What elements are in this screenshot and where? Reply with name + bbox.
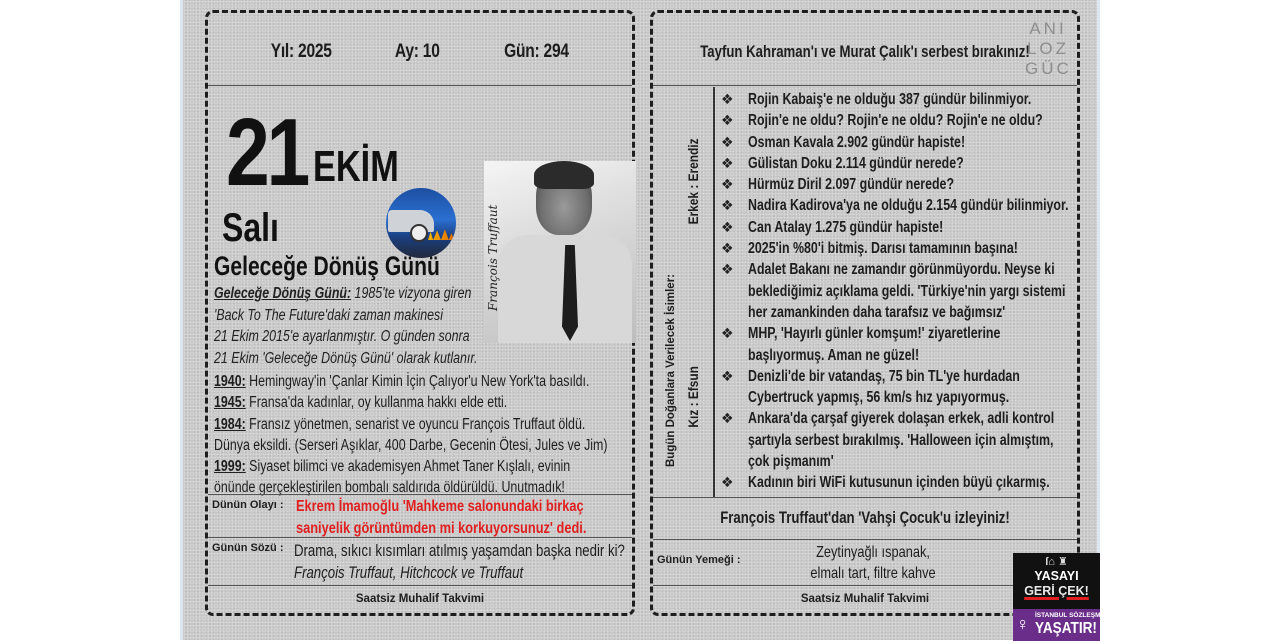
- month-name: EKİM: [313, 142, 399, 191]
- divider: [653, 539, 1077, 540]
- calendar-footer: Saatsiz Muhalif Takvimi: [355, 593, 485, 605]
- meal-of-day-label: Günün Yemeği :: [657, 554, 741, 566]
- diamond-bullet-icon: ❖: [721, 261, 734, 278]
- event-item-continuation: önünde gerçekleştirilen bombalı saldırıda öldürüldü. Unutmadık!: [214, 479, 565, 497]
- news-list: [721, 89, 1077, 494]
- diamond-bullet-icon: ❖: [721, 133, 734, 150]
- news-item: ❖ Adalet Bakanı ne zamandır görünmüyordu. Neyse ki beklediğimiz açıklama geldi. 'Türkiye'nin yargı sistemi her zamankinden daha tarafsız ve bağımsız': [721, 261, 1066, 321]
- diamond-bullet-icon: ❖: [721, 91, 734, 107]
- diamond-bullet-icon: ❖: [721, 176, 734, 193]
- vertical-divider: [713, 87, 715, 497]
- right-calendar-card: [650, 10, 1080, 616]
- divider: [653, 85, 1077, 86]
- event-item: 1945: Fransa'da kadınlar, oy kullanma hakkı elde etti.: [214, 394, 508, 412]
- divider: [653, 497, 1077, 498]
- divider: [208, 585, 632, 586]
- diamond-bullet-icon: ❖: [721, 474, 734, 491]
- special-day-title: Geleceğe Dönüş Günü: [214, 251, 440, 281]
- month-number-label: Ay: 10: [395, 41, 441, 62]
- year-label: Yıl: 2025: [270, 41, 332, 62]
- special-day-description: Geleceğe Dönüş Günü: 1985'te vizyona giren 'Back To The Future'daki zaman makinesi 21 Ekim 2015'e ayarlanmıştır. O günden sonra 21 Ekim 'Geleceğe Dönüş Günü' olarak kutlanır.: [214, 285, 478, 367]
- calendar-footer: Saatsiz Muhalif Takvimi: [800, 593, 930, 605]
- description-keyword: Geleceğe Dönüş Günü:: [214, 285, 352, 302]
- cats-silhouette-icon: ſ⌂ ♜: [1045, 556, 1068, 568]
- headline: Tayfun Kahraman'ı ve Murat Çalık'ı serbest bırakınız!: [700, 43, 1030, 61]
- truffaut-portrait-photo: [484, 161, 636, 343]
- diamond-bullet-icon: ❖: [721, 112, 734, 129]
- female-name: Kız : Efsun: [685, 366, 701, 428]
- weekday: Salı: [222, 206, 279, 250]
- quote-of-day-label: Günün Sözü :: [212, 542, 284, 554]
- quote-text: Drama, sıkıcı kısımları atılmış yaşamdan başka nedir ki?: [294, 542, 625, 560]
- diamond-bullet-icon: ❖: [721, 240, 734, 257]
- campaign-badge: [1013, 553, 1111, 641]
- divider: [208, 494, 632, 495]
- day-number: 21: [226, 99, 308, 206]
- news-item: ❖ Rojin'e ne oldu? Rojin'e ne oldu? Rojin'e ne oldu?: [721, 110, 1077, 131]
- event-item: 1999: Siyaset bilimci ve akademisyen Ahmet Taner Kışlalı, evinin: [214, 458, 571, 476]
- istanbul-convention-banner: ♀ İSTANBUL SÖZLEŞMESİ YAŞATIR!: [1013, 609, 1100, 641]
- diamond-bullet-icon: ❖: [721, 410, 734, 427]
- delorean-time-machine-icon: [386, 188, 456, 258]
- diamond-bullet-icon: ❖: [721, 325, 734, 342]
- news-item: ❖ Osman Kavala 2.902 gündür hapiste!: [721, 132, 1077, 153]
- news-item: ❖ Can Atalay 1.275 gündür hapiste!: [721, 217, 1077, 238]
- male-name: Erkek : Erendiz: [685, 138, 701, 225]
- quote-of-day-text: [294, 540, 708, 584]
- photo-caption: François Truffaut: [486, 204, 500, 311]
- news-item: ❖ MHP, 'Hayırlı günler komşum!' ziyaretlerine başlıyormuş. Aman ne güzel!: [721, 325, 1001, 364]
- divider: [208, 85, 632, 86]
- diamond-bullet-icon: ❖: [721, 197, 734, 214]
- diamond-bullet-icon: ❖: [721, 218, 734, 235]
- news-item: ❖ 2025'in %80'i bitmiş. Darısı tamamının başına!: [721, 238, 1077, 259]
- withdraw-law-banner: ſ⌂ ♜ YASAYI GERİ ÇEK!: [1013, 553, 1100, 609]
- baby-names-panel: [653, 87, 711, 497]
- event-item-continuation: Dünya eksildi. (Serseri Aşıklar, 400 Darbe, Gecenin Ötesi, Jules ve Jim): [214, 436, 608, 454]
- news-item: ❖ Hürmüz Diril 2.097 gündür nerede?: [721, 174, 1077, 195]
- event-item: 1984: Fransız yönetmen, senarist ve oyuncu François Truffaut öldü.: [214, 415, 586, 433]
- brand-logo: ANI LOZ GÜC: [1025, 19, 1072, 78]
- quote-author: François Truffaut, Hitchcock ve Truffaut: [294, 564, 524, 582]
- event-of-day-label: Dünün Olayı :: [212, 499, 284, 511]
- date-header: [208, 41, 632, 63]
- baby-names-title: Bugün Doğanlara Verilecek İsimler:: [665, 273, 677, 467]
- historical-events-list: [214, 371, 634, 499]
- left-calendar-card: [205, 10, 635, 616]
- news-item: ❖ Denizli'de bir vatandaş, 75 bin TL'ye hurdadan Cybertruck yapmış, 56 km/s hız yapıyormuş.: [721, 367, 1020, 407]
- day-of-year-label: Gün: 294: [504, 41, 569, 62]
- film-recommendation: François Truffaut'dan 'Vahşi Çocuk'u izleyiniz!: [720, 509, 1010, 527]
- news-item: ❖ Gülistan Doku 2.114 gündür nerede?: [721, 153, 1077, 174]
- calendar-sheet: [180, 0, 1111, 640]
- news-item: ❖ Kadının biri WiFi kutusunun içinden büyü çıkarmış.: [721, 472, 1077, 493]
- meal-of-day-text: Zeytinyağlı ıspanak, elmalı tart, filtre kahve: [810, 544, 936, 582]
- diamond-bullet-icon: ❖: [721, 154, 734, 171]
- news-item: ❖ Ankara'da çarşaf giyerek dolaşan erkek, adli kontrol şartıyla serbest bırakılmış. 'Halloween için almıştım, çok pişmanım': [721, 410, 1055, 471]
- diamond-bullet-icon: ❖: [721, 367, 734, 384]
- news-item: ❖ Nadira Kadirova'ya ne olduğu 2.154 gündür bilinmiyor.: [721, 195, 1077, 216]
- event-item: 1940: Hemingway'in 'Çanlar Kimin İçin Çalıyor'u New York'ta basıldı.: [214, 373, 590, 390]
- divider: [208, 537, 632, 538]
- venus-symbol-icon: ♀: [1016, 614, 1030, 634]
- news-item: ❖ Rojin Kabaiş'e ne olduğu 387 gündür bilinmiyor.: [721, 89, 1077, 110]
- event-of-day-text: Ekrem İmamoğlu 'Mahkeme salonundaki birkaç saniyelik görüntümden mi korkuyorsunuz' dedi.: [296, 498, 587, 537]
